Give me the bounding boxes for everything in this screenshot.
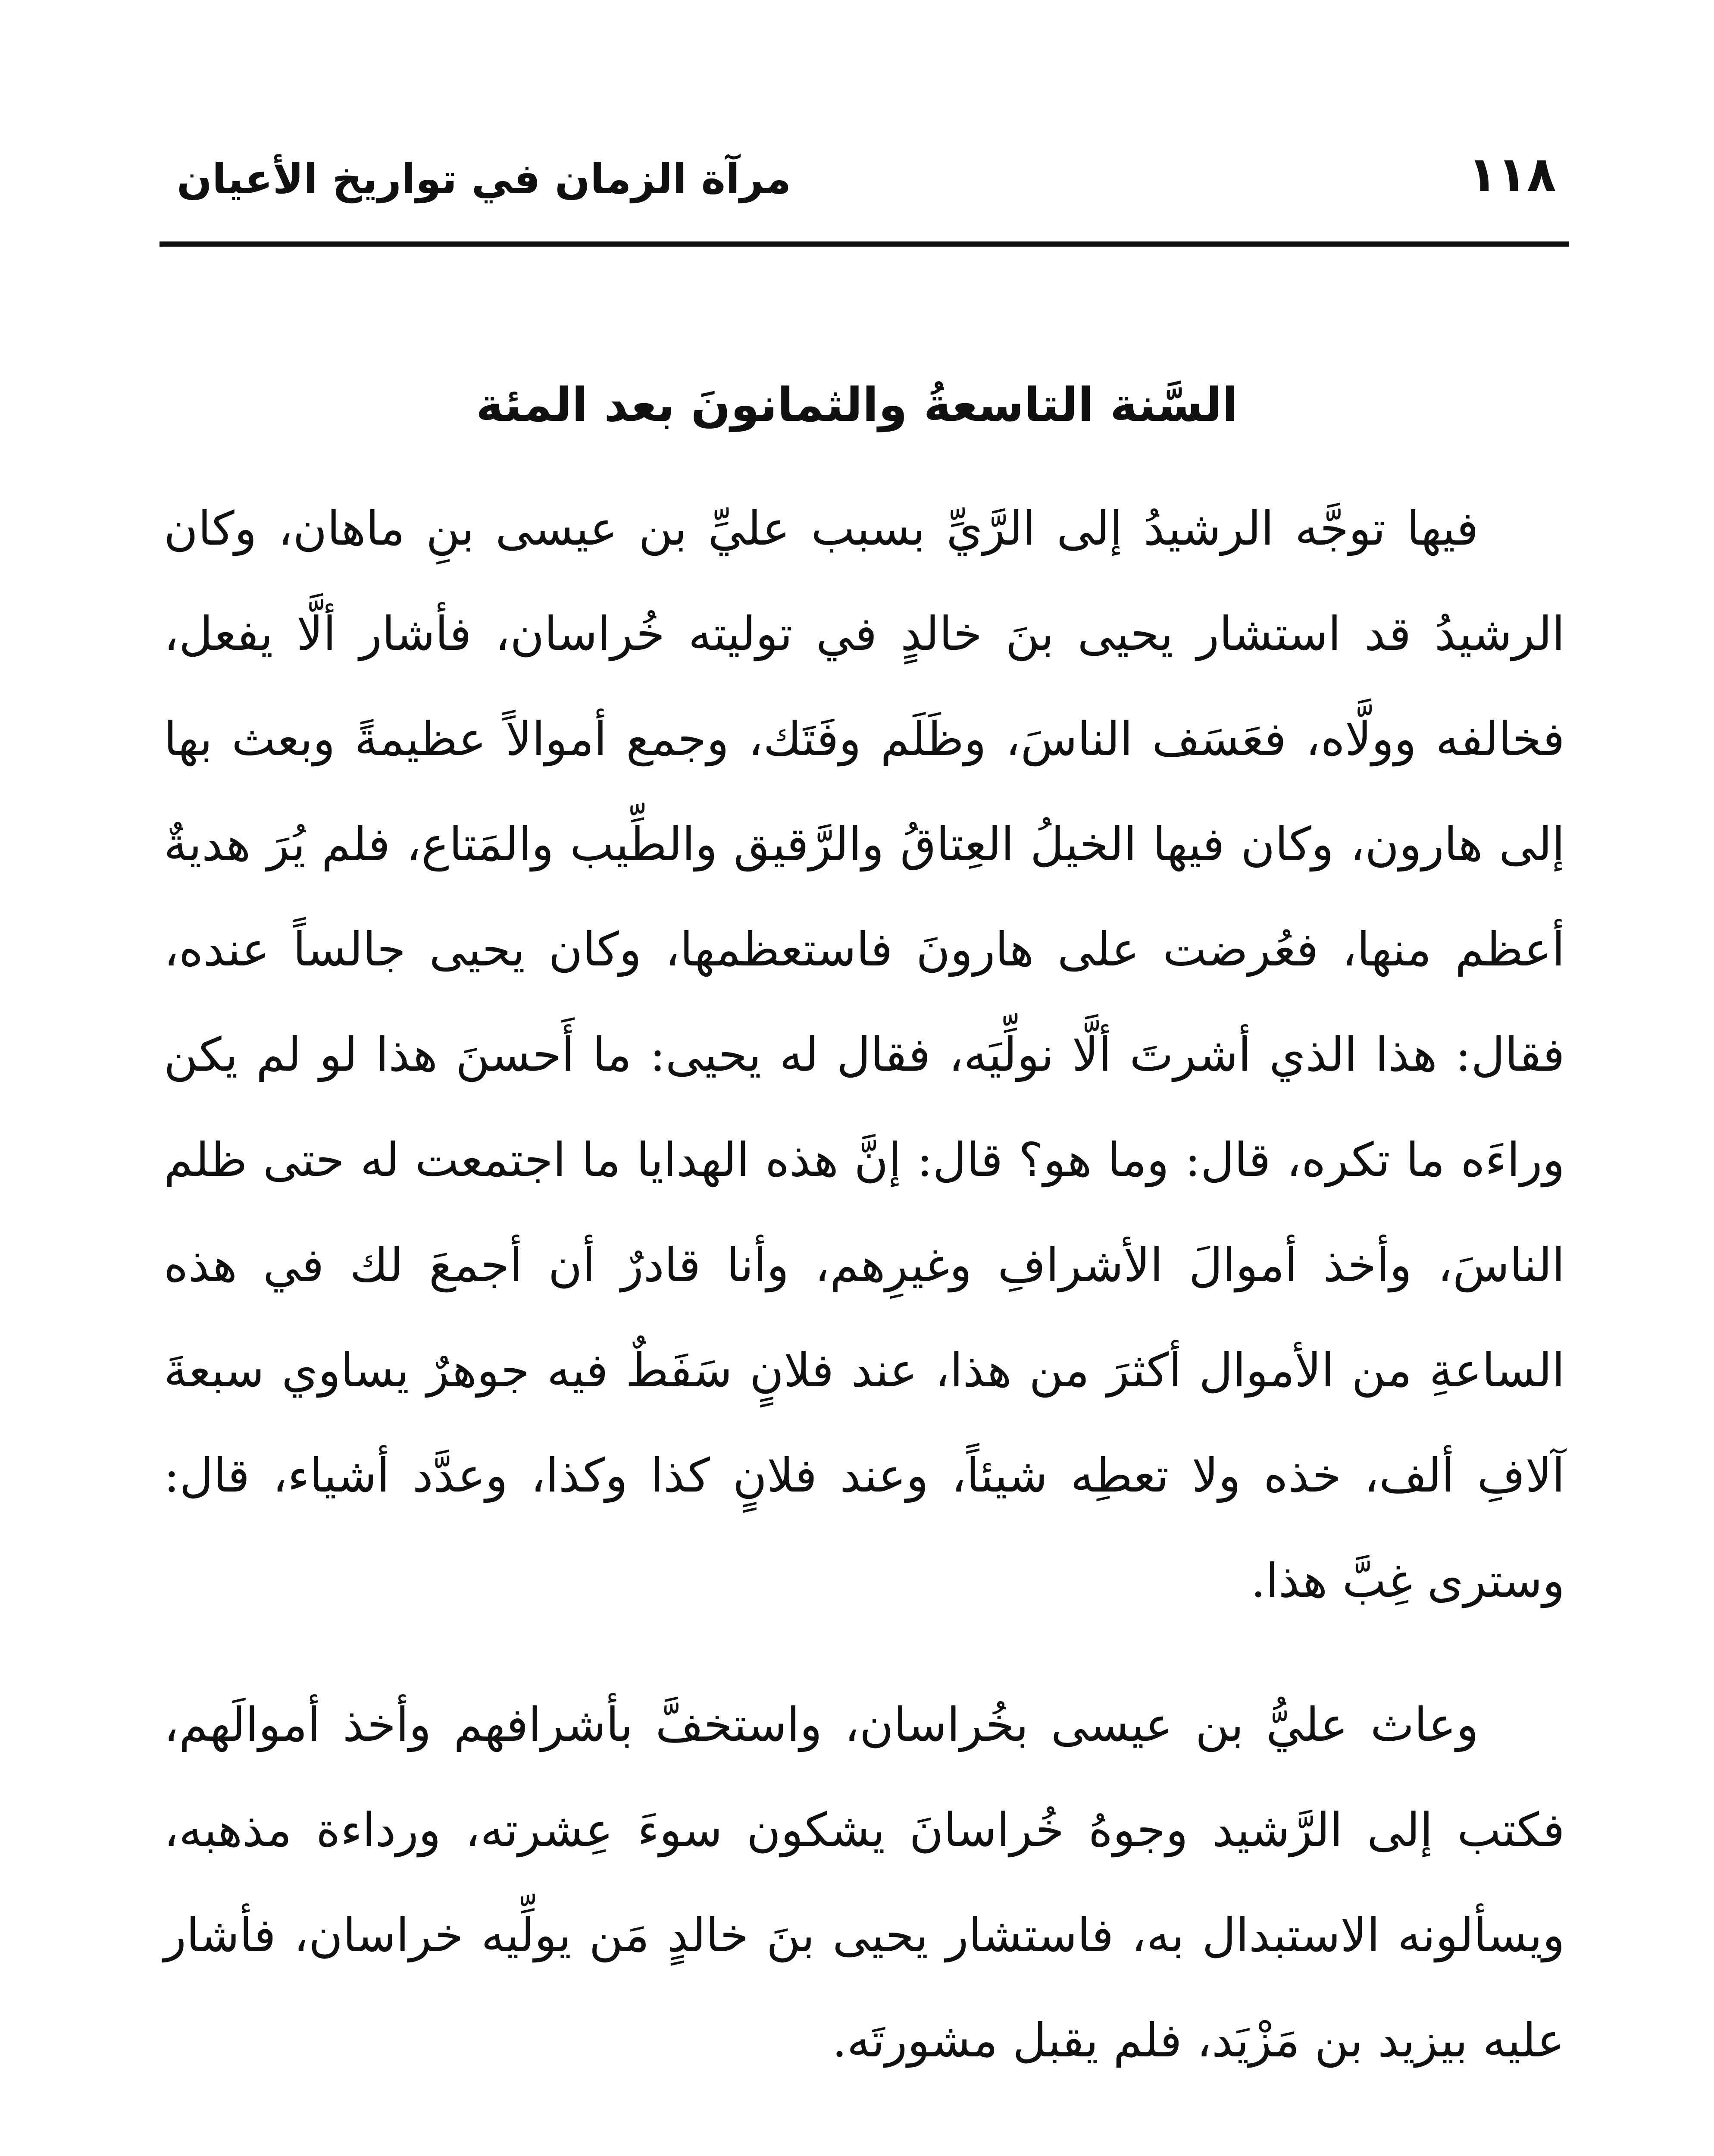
page-number: ١١٨ [1467,147,1556,203]
book-title: مرآة الزمان في تواريخ الأعيان [177,155,791,203]
paragraph [164,2132,1565,2156]
header-divider [160,241,1569,247]
chapter-title: السَّنة التاسعةُ والثمانونَ بعد المئة [476,378,1238,432]
running-header [160,129,1569,220]
paragraph: وعاث عليُّ بن عيسى بخُراسان، واستخفَّ بأشرافهم وأخذ أموالَهم، فكتب إلى الرَّشيد وجوهُ خُراسانَ يشكون سوءَ عِشرته، ورداءة مذهبه، ويسألونه الاستبدال به، فاستشار يحيى بنَ خالدٍ مَن يولِّيه خراسان، فأشار عليه بيزيد بن مَزْيَد، فلم يقبل مشورتَه. [164,1698,1565,2068]
paragraph: فيها توجَّه الرشيدُ إلى الرَّيِّ بسبب عليِّ بن عيسى بنِ ماهان، وكان الرشيدُ قد استشار يحيى بنَ خالدٍ في توليته خُراسان، فأشار ألَّا يفعل، فخالفه وولَّاه، فعَسَف الناسَ، وظَلَم وفَتَك، وجمع أموالاً عظيمةً وبعث بها إلى هارون، وكان فيها الخيلُ العِتاقُ والرَّقيق والطِّيب والمَتاع، فلم يُرَ هديةٌ أعظم منها، فعُرضت على هارونَ فاستعظمها، وكان يحيى جالساً عنده، فقال: هذا الذي أشرتَ ألَّا نولِّيَه، فقال له يحيى: ما أَحسنَ هذا لو لم يكن وراءَه ما تكره، قال: وما هو؟ قال: إنَّ هذه الهدايا ما اجتمعت له حتى ظلم الناسَ، وأخذ أموالَ الأشرافِ وغيرِهم، وأنا قادرٌ أن أجمعَ لك في هذه الساعةِ من الأموال أكثرَ من هذا، عند فلانٍ سَفَطٌ فيه جوهرٌ يساوي سبعةَ آلافِ ألف، خذه ولا تعطِه شيئاً، وعند فلانٍ كذا وكذا، وعدَّد أشياء، قال: وسترى غِبَّ هذا. [164,502,1565,1608]
body-text [164,476,1565,2156]
